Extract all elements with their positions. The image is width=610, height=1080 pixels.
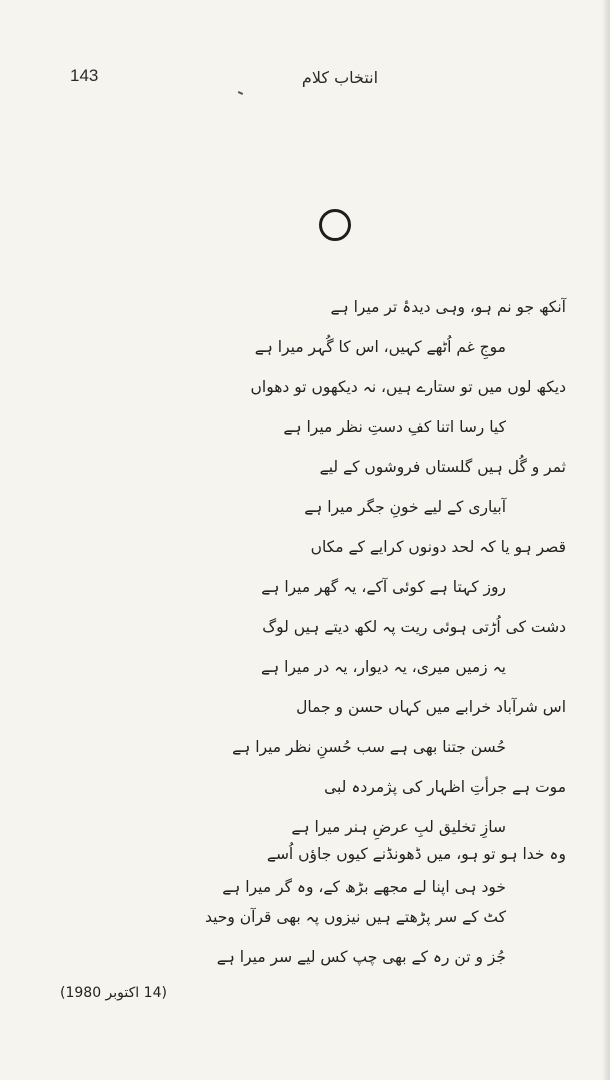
verse-line: آبیاری کے لیے خونِ جگر میرا ہے <box>304 498 506 516</box>
verse-line: موجِ غم اُٹھے کہیں، اس کا گُہر میرا ہے <box>254 338 506 356</box>
page-number: 143 <box>70 66 99 85</box>
verse-line: کٹ کے سر پڑھتے ہیں نیزوں پہ بھی قرآن وحید <box>204 908 506 926</box>
verse-line: کیا رسا اتنا کفِ دستِ نظر میرا ہے <box>283 418 506 436</box>
verse-line: روز کہتا ہے کوئی آکے، یہ گھر میرا ہے <box>261 578 506 596</box>
verse-line: دیکھ لوں میں تو ستارے ہیں، نہ دیکھوں تو دھواں <box>250 378 566 396</box>
verse-line: ثمر و گُل ہیں گلستاں فروشوں کے لیے <box>319 458 566 476</box>
verse-line: موت ہے جرأتِ اظہار کی پژمردہ لبی <box>324 778 566 796</box>
verse-line: یہ زمیں میری، یہ دیوار، یہ در میرا ہے <box>261 658 506 676</box>
verse-line: آنکھ جو نم ہو، وہی دیدۂ تر میرا ہے <box>330 298 566 316</box>
page-edge-shadow <box>602 0 610 1080</box>
verse-line: اس شرآباد خرابے میں کہاں حسن و جمال <box>296 698 566 716</box>
running-title: انتخاب کلام <box>301 68 379 87</box>
poem-date: (14 اکتوبر 1980) <box>60 985 167 1001</box>
verse-line: سازِ تخلیق لبِ عرضِ ہنر میرا ہے <box>291 818 506 836</box>
verse-line: جُز و تن رہ کے بھی چپ کس لیے سر میرا ہے <box>216 948 506 966</box>
verse-line: خود ہی اپنا لے مجھے بڑھ کے، وہ گر میرا ہے <box>222 878 506 896</box>
verse-line: حُسن جتنا بھی ہے سب حُسنِ نظر میرا ہے <box>232 738 506 756</box>
circle-ornament-icon <box>319 209 351 241</box>
verse-line: دشت کی اُڑتی ہوئی ریت پہ لکھ دیتے ہیں لوگ <box>262 618 566 636</box>
verse-line: وہ خدا ہو تو ہو، میں ڈھونڈنے کیوں جاؤں اُسے <box>266 845 566 863</box>
stray-ink-mark <box>238 91 243 95</box>
verse-line: قصر ہو یا کہ لحد دونوں کرایے کے مکاں <box>310 538 566 556</box>
